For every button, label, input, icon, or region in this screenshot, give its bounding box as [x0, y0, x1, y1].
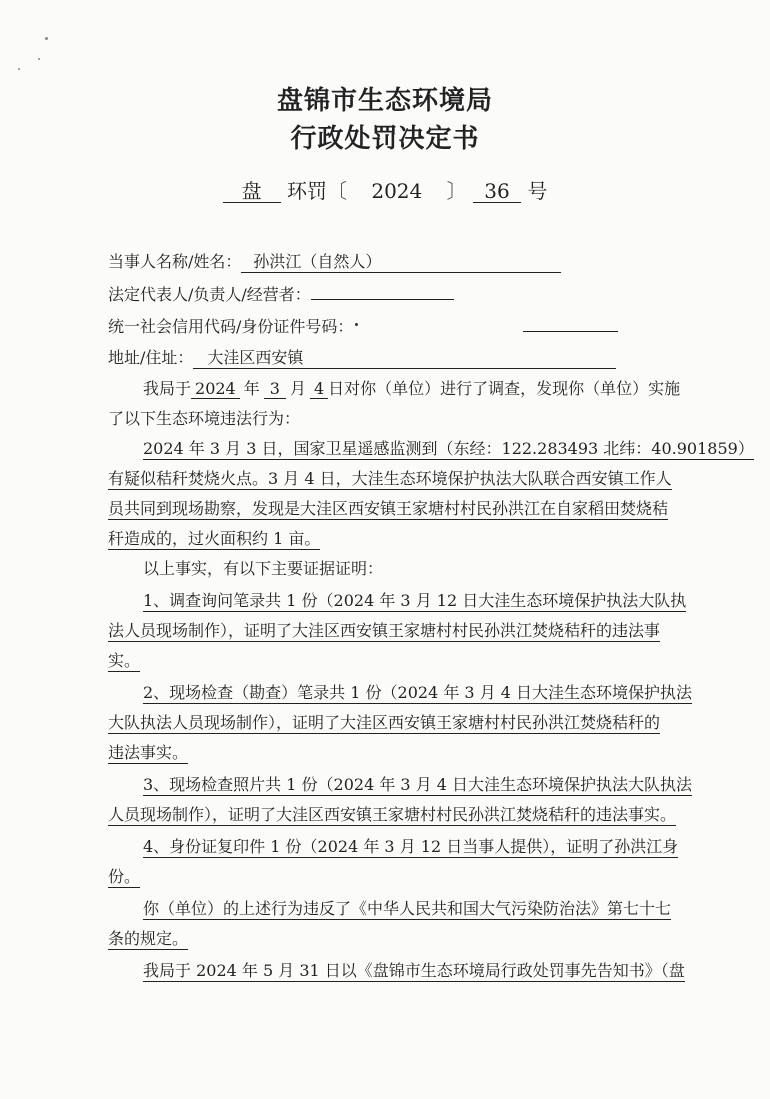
party-rep-value	[311, 283, 454, 300]
doc-num: 36	[473, 180, 521, 203]
party-addr-text: 大洼区西安镇	[207, 348, 304, 367]
evidence-4-line-2: 份。	[108, 864, 140, 888]
party-addr-value	[193, 345, 616, 369]
party-name-label: 当事人名称/姓名：	[108, 252, 242, 271]
party-id-row	[108, 314, 353, 337]
party-name-value	[241, 249, 561, 273]
agency-title: 盘锦市生态环境局	[276, 86, 493, 116]
scan-speck	[45, 37, 48, 40]
party-name-row	[108, 249, 561, 273]
intro-rest: 日对你（单位）进行了调查，发现你（单位）实施	[328, 379, 681, 398]
doc-mid: 环罚〔	[287, 179, 347, 203]
intro-day-value: 4	[310, 379, 328, 399]
scan-speck	[38, 58, 40, 60]
party-rep-label: 法定代表人/负责人/经营者：	[108, 285, 311, 304]
doc-prefix: 盘	[223, 180, 281, 203]
party-name-text: 孙洪江（自然人）	[253, 252, 382, 271]
document-number	[0, 175, 770, 204]
party-addr-label: 地址/住址：	[108, 348, 194, 367]
fact-line-4: 秆造成的，过火面积约 1 亩。	[108, 526, 320, 550]
fact-line-3: 员共同到现场勘察，发现是大洼区西安镇王家塘村村民孙洪江在自家稻田焚烧秸	[108, 496, 668, 520]
intro-month-unit: 月	[289, 379, 306, 398]
violation-line-2: 条的规定。	[108, 926, 188, 950]
evidence-1-line-1: 1、调查询问笔录共 1 份（2024 年 3 月 12 日大洼生态环境保护执法大队执	[143, 588, 686, 612]
party-addr-row	[108, 345, 616, 369]
intro-month-value: 3	[264, 379, 286, 399]
intro-line-2: 了以下生态环境违法行为：	[108, 409, 301, 428]
evidence-3-line-2: 人员现场制作），证明了大洼区西安镇王家塘村村民孙洪江焚烧秸秆的违法事实。	[108, 802, 676, 826]
scan-speck	[18, 68, 20, 70]
fact-line-1: 2024 年 3 月 3 日，国家卫星遥感监测到（东经：122.283493 北纬：40.901859）	[143, 436, 754, 460]
scan-mark	[355, 323, 358, 326]
party-id-value	[523, 314, 618, 332]
fact-line-2: 有疑似秸秆焚烧火点。3 月 4 日，大洼生态环境保护执法大队联合西安镇工作人	[108, 466, 672, 490]
violation-line-1: 你（单位）的上述行为违反了《中华人民共和国大气污染防治法》第七十七	[143, 896, 671, 920]
doc-close: 〕	[446, 179, 467, 203]
intro-line-1	[143, 376, 680, 399]
party-id-label: 统一社会信用代码/身份证件号码：	[108, 317, 354, 336]
doc-year: 2024	[371, 179, 423, 203]
evidence-2-line-1: 2、现场检查（勘查）笔录共 1 份（2024 年 3 月 4 日大洼生态环境保护执法	[143, 680, 692, 704]
evidence-2-line-2: 大队执法人员现场制作），证明了大洼区西安镇王家塘村村民孙洪江焚烧秸秆的	[108, 710, 660, 734]
notice-line-1: 我局于 2024 年 5 月 31 日以《盘锦市生态环境局行政处罚事先告知书》（盘	[143, 958, 685, 982]
party-rep-row	[108, 282, 454, 305]
evidence-intro: 以上事实，有以下主要证据证明：	[143, 559, 384, 578]
evidence-3-line-1: 3、现场检查照片共 1 份（2024 年 3 月 4 日大洼生态环境保护执法大队执法	[143, 772, 692, 796]
document-title: 行政处罚决定书	[290, 124, 480, 154]
evidence-1-line-2: 法人员现场制作），证明了大洼区西安镇王家塘村村民孙洪江焚烧秸秆的违法事	[108, 618, 660, 642]
evidence-1-line-3: 实。	[108, 648, 140, 672]
intro-year-value: 2024	[191, 379, 240, 399]
doc-suffix: 号	[527, 179, 548, 203]
intro-pre: 我局于	[143, 379, 192, 398]
intro-year-unit: 年	[243, 379, 260, 398]
evidence-2-line-3: 违法事实。	[108, 740, 188, 764]
evidence-4-line-1: 4、身份证复印件 1 份（2024 年 3 月 12 日当事人提供），证明了孙洪江身	[143, 834, 678, 858]
